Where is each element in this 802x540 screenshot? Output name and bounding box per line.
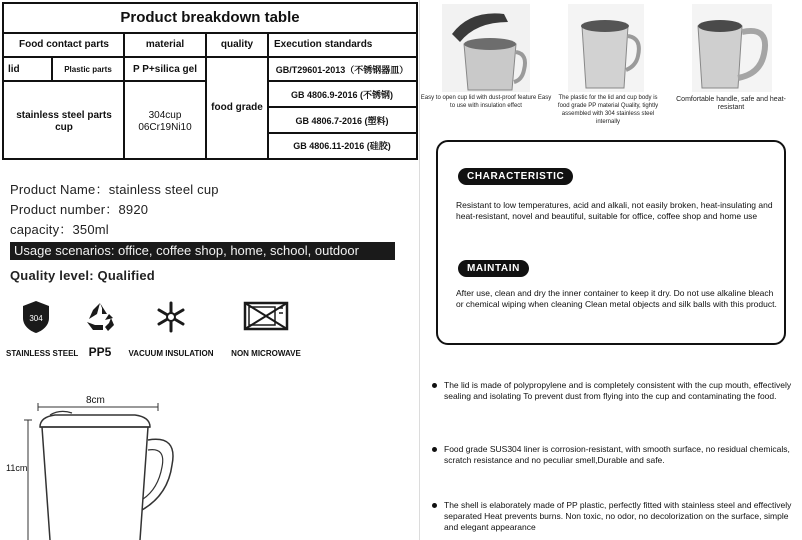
photo-caption-3: Comfortable handle, safe and heat-resistant: [676, 96, 786, 111]
header-execution-standards: Execution standards: [268, 34, 416, 58]
steel-code: 304: [29, 314, 43, 323]
bullet-text-2: Food grade SUS304 liner is corrosion-resistant, with smooth surface, no residual chemicals, scratch resistance and no peculiar smell,Durable and safe.: [444, 444, 790, 465]
characteristic-text: Resistant to low temperatures, acid and alkali, not easily broken, heat-insulating and heat-resistant, novel and beautiful, suitable for office, coffee shop and home use: [456, 200, 773, 221]
pp-label: PP5: [88, 345, 112, 359]
right-panel: [420, 0, 802, 540]
recycle-icon: [83, 300, 117, 334]
microwave-label: NON MICROWAVE: [231, 349, 301, 358]
cell-steel-material: 304cup 06Cr19Ni10: [138, 110, 192, 133]
header-food-contact-parts: Food contact parts: [4, 34, 124, 58]
cell-standard-3: GB 4806.7-2016 (塑料): [295, 116, 389, 126]
snowflake-icon: [154, 300, 188, 334]
dimension-drawing: [0, 385, 420, 540]
dimension-width: 8cm: [86, 395, 105, 406]
bullet-dot-icon: [432, 447, 437, 452]
feature-badges: [6, 300, 416, 370]
cup-outline-icon: [0, 385, 200, 540]
bullet-text-1: The lid is made of polypropylene and is completely consistent with the cup mouth, effectively sealing and isolating To prevent dust from flying into the cup and contaminating the food.: [444, 380, 792, 401]
characteristic-maintain-box: [436, 140, 786, 345]
photo-caption-1: Easy to open cup lid with dust-proof feature Easy to use with insulation effect: [420, 95, 552, 109]
cell-quality: food grade: [211, 102, 263, 113]
feature-bullet-1: [432, 380, 797, 402]
feature-bullet-3: [432, 500, 797, 533]
header-quality: quality: [206, 34, 268, 58]
photo-caption-2: The plastic for the lid and cup body is food grade PP material Quality, tightly assembled with 304 stainless steel internally: [557, 95, 659, 125]
cup-photo-handle: [692, 4, 772, 92]
cell-standard-4: GB 4806.11-2016 (硅胶): [293, 141, 391, 151]
badge-non-microwave: [221, 300, 311, 358]
steel-label: STAINLESS STEEL: [6, 349, 79, 358]
cell-steel-part: stainless steel parts cup: [16, 110, 112, 133]
table-title: Product breakdown table: [4, 4, 416, 34]
product-breakdown-table: [2, 2, 418, 160]
cup-photo-body: [568, 4, 644, 92]
header-material: material: [124, 34, 206, 58]
maintain-title: MAINTAIN: [458, 260, 529, 277]
bullet-dot-icon: [432, 503, 437, 508]
cell-standard-1: GB/T29601-2013（不锈钢器皿）: [275, 65, 409, 75]
product-name: Product Name：stainless steel cup: [10, 182, 219, 197]
product-number: Product number：8920: [10, 202, 149, 217]
cell-standard-2: GB 4806.9-2016 (不锈钢): [290, 90, 394, 100]
cell-lid: lid: [8, 64, 20, 75]
feature-bullet-2: [432, 444, 797, 466]
quality-level: Quality level: Qualified: [10, 268, 155, 283]
badge-pp5: [80, 300, 120, 359]
badge-stainless-steel: [6, 300, 79, 358]
maintain-text: After use, clean and dry the inner container to keep it dry. Do not use alkaline bleach or chemical wiping when cleaning Clean metal objects and silk balls with this product.: [456, 288, 777, 309]
cell-lid-material: P P+silica gel: [132, 64, 198, 75]
bullet-dot-icon: [432, 383, 437, 388]
vacuum-label: VACUUM INSULATION: [128, 349, 214, 358]
product-info: [10, 180, 410, 286]
shield-icon: [21, 300, 51, 334]
microwave-crossed-icon: [242, 300, 290, 334]
bullet-text-3: The shell is elaborately made of PP plastic, perfectly fitted with stainless steel and effectively separated Heat prevents burns. Non toxic, no odor, no decolorization on the surface, simple and elegant appearance: [444, 500, 792, 532]
usage-scenarios: Usage scenarios: office, coffee shop, home, school, outdoor: [10, 242, 395, 260]
characteristic-title: CHARACTERISTIC: [458, 168, 573, 185]
product-capacity: capacity：350ml: [10, 222, 109, 237]
cell-plastic-parts: Plastic parts: [64, 65, 112, 74]
badge-vacuum-insulation: [126, 300, 216, 358]
dimension-height: 11cm: [6, 463, 28, 473]
cup-photo-lid-open: [442, 4, 530, 92]
